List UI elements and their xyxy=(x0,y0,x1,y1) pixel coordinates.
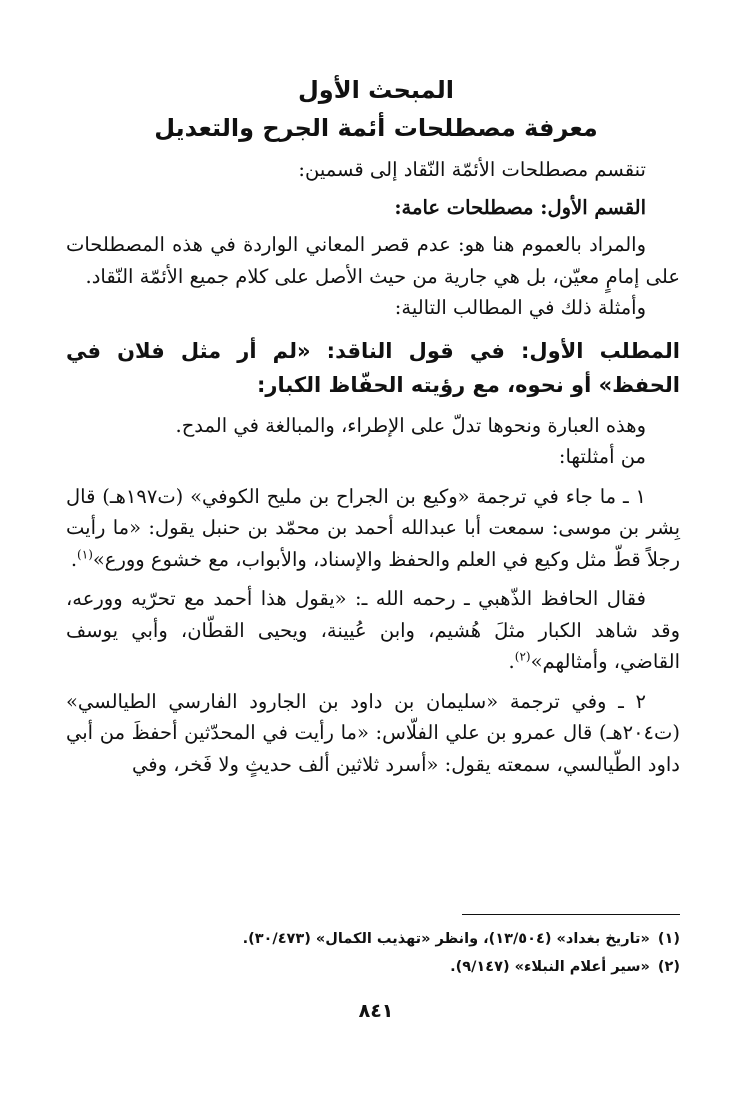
heading-subtitle: معرفة مصطلحات أئمة الجرح والتعديل xyxy=(154,114,598,142)
meaning-paragraph: والمراد بالعموم هنا هو: عدم قصر المعاني الواردة في هذه المصطلحات على إمامٍ معيّن، بل هي جارية من حيث الأصل على كلام جميع الأئمّة النّقاد. xyxy=(66,233,680,288)
matlab-one-heading: المطلب الأول: في قول الناقد: «لم أر مثل فلان في الحفظ» أو نحوه، مع رؤيته الحفّاظ الكبار: xyxy=(66,338,680,397)
body-text xyxy=(66,154,680,780)
dhahabi-quote-text: فقال الحافظ الذّهبي ـ رحمه الله ـ: «يقول هذا أحمد مع تحرّيه وورعه، وقد شاهد الكبار مثلَ هُشيم، وابن عُيينة، ويحيى القطّان، وأبي يوسف القاضي، وأمثالهم» xyxy=(66,587,680,673)
footnote-2-number: (٢) xyxy=(657,959,680,975)
example-one-text: ١ ـ ما جاء في ترجمة «وكيع بن الجراح بن مليح الكوفي» (ت١٩٧هـ) قال بِشر بن موسى: سمعت أبا عبدالله أحمد بن محمّد بن حنبل يقول: «ما رأيت رجلاً قطّ مثل وكيع في العلم والحفظ والإسناد، والأبواب، مع خشوع وورع» xyxy=(66,484,680,571)
example-one-paragraph: ١ ـ ما جاء في ترجمة «وكيع بن الجراح بن مليح الكوفي» (ت١٩٧هـ) قال بِشر بن موسى: سمعت أبا عبدالله أحمد بن محمّد بن حنبل يقول: «ما رأيت رجلاً قطّ مثل وكيع في العلم والحفظ والإسناد، والأبواب، مع خشوع وورع»$^{(١)}$. xyxy=(66,484,680,571)
example-two-paragraph: ٢ ـ وفي ترجمة «سليمان بن داود بن الجارود الفارسي الطيالسي» (ت٢٠٤هـ) قال عمرو بن علي الفلّاس: «ما رأيت في المحدّثين أحفظَ من أبي داود الطّيالسي، سمعته يقول: «أسرد ثلاثين ألف حديثٍ ولا فَخر، وفي xyxy=(66,689,680,776)
footnote-ref-1[interactable]: (١) xyxy=(77,547,93,561)
footnotes-section xyxy=(66,914,680,981)
footnote-1 xyxy=(66,925,680,953)
page-number: ٨٤١ xyxy=(358,1000,394,1022)
footnote-1-number: (١) xyxy=(657,931,680,947)
section-one-heading: القسم الأول: مصطلحات عامة: xyxy=(394,195,646,219)
footnote-divider xyxy=(462,914,680,915)
dhahabi-paragraph: فقال الحافظ الذّهبي ـ رحمه الله ـ: «يقول هذا أحمد مع تحرّيه وورعه، وقد شاهد الكبار مثلَ هُشيم، وابن عُيينة، ويحيى القطّان، وأبي يوسف القاضي، وأمثالهم»$^{(٢)}$. xyxy=(66,587,680,673)
heading-title: المبحث الأول xyxy=(297,76,455,104)
phrase-meaning-paragraph: وهذه العبارة ونحوها تدلّ على الإطراء، والمبالغة في المدح. xyxy=(175,413,646,437)
examples-label: من أمثلتها: xyxy=(558,445,646,468)
examples-intro-paragraph: وأمثلة ذلك في المطالب التالية: xyxy=(394,296,646,319)
chapter-heading xyxy=(60,72,692,148)
footnote-ref-2[interactable]: (٢) xyxy=(514,649,531,664)
footnote-1-text: «تاريخ بغداد» (١٣/٥٠٤)، وانظر «تهذيب الكمال» (٣٠/٤٧٣). xyxy=(242,931,650,947)
intro-paragraph: تنقسم مصطلحات الأئمّة النّقاد إلى قسمين: xyxy=(298,158,646,181)
footnote-2-text: «سير أعلام النبلاء» (٩/١٤٧). xyxy=(450,959,650,975)
footnote-2 xyxy=(66,953,680,981)
